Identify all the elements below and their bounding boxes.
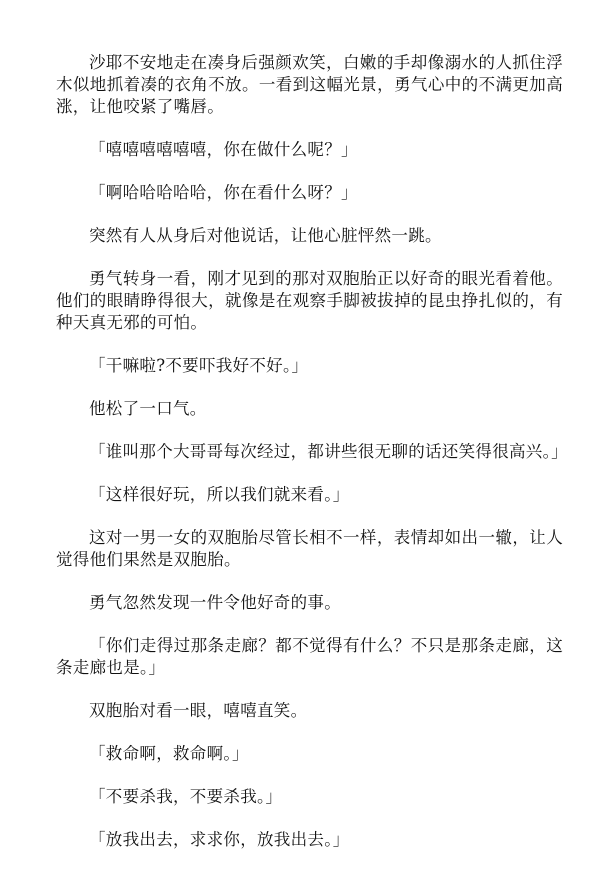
paragraph: 「这样很好玩，所以我们就来看。」 [89, 485, 350, 504]
paragraph: 「你们走得过那条走廊？都不觉得有什么？不只是那条走廊，这条走廊也是。」 [56, 636, 563, 677]
paragraph: 「不要杀我，不要杀我。」 [89, 787, 283, 806]
paragraph: 「啊哈哈哈哈哈，你在看什么呀？」 [89, 183, 358, 202]
paragraph: 勇气转身一看，刚才见到的那对双胞胎正以好奇的眼光看着他。他们的眼睛睁得很大，就像是在观察手脚被拔掉的昆虫挣扎似的，有种天真无邪的可怕。 [56, 269, 563, 332]
paragraph: 双胞胎对看一眼，嘻嘻直笑。 [89, 701, 308, 720]
paragraph: 沙耶不安地走在凑身后强颜欢笑，白嫩的手却像溺水的人抓住浮木似地抓着凑的衣角不放。一看到这幅光景，勇气心中的不满更加高涨，让他咬紧了嘴唇。 [56, 53, 563, 116]
paragraph: 「放我出去，求求你，放我出去。」 [89, 830, 350, 849]
paragraph: 他松了一口气。 [89, 399, 207, 418]
paragraph: 这对一男一女的双胞胎尽管长相不一样，表情却如出一辙，让人觉得他们果然是双胞胎。 [56, 528, 563, 569]
paragraph: 「谁叫那个大哥哥每次经过，都讲些很无聊的话还笑得很高兴。」 [89, 442, 568, 461]
paragraph: 「嘻嘻嘻嘻嘻嘻，你在做什么呢？」 [89, 140, 358, 159]
paragraph: 勇气忽然发现一件令他好奇的事。 [89, 593, 341, 612]
paragraph: 「干嘛啦?不要吓我好不好。」 [89, 356, 309, 375]
paragraph: 「救命啊，救命啊。」 [89, 744, 249, 763]
paragraph: 突然有人从身后对他说话，让他心脏怦然一跳。 [89, 226, 442, 245]
